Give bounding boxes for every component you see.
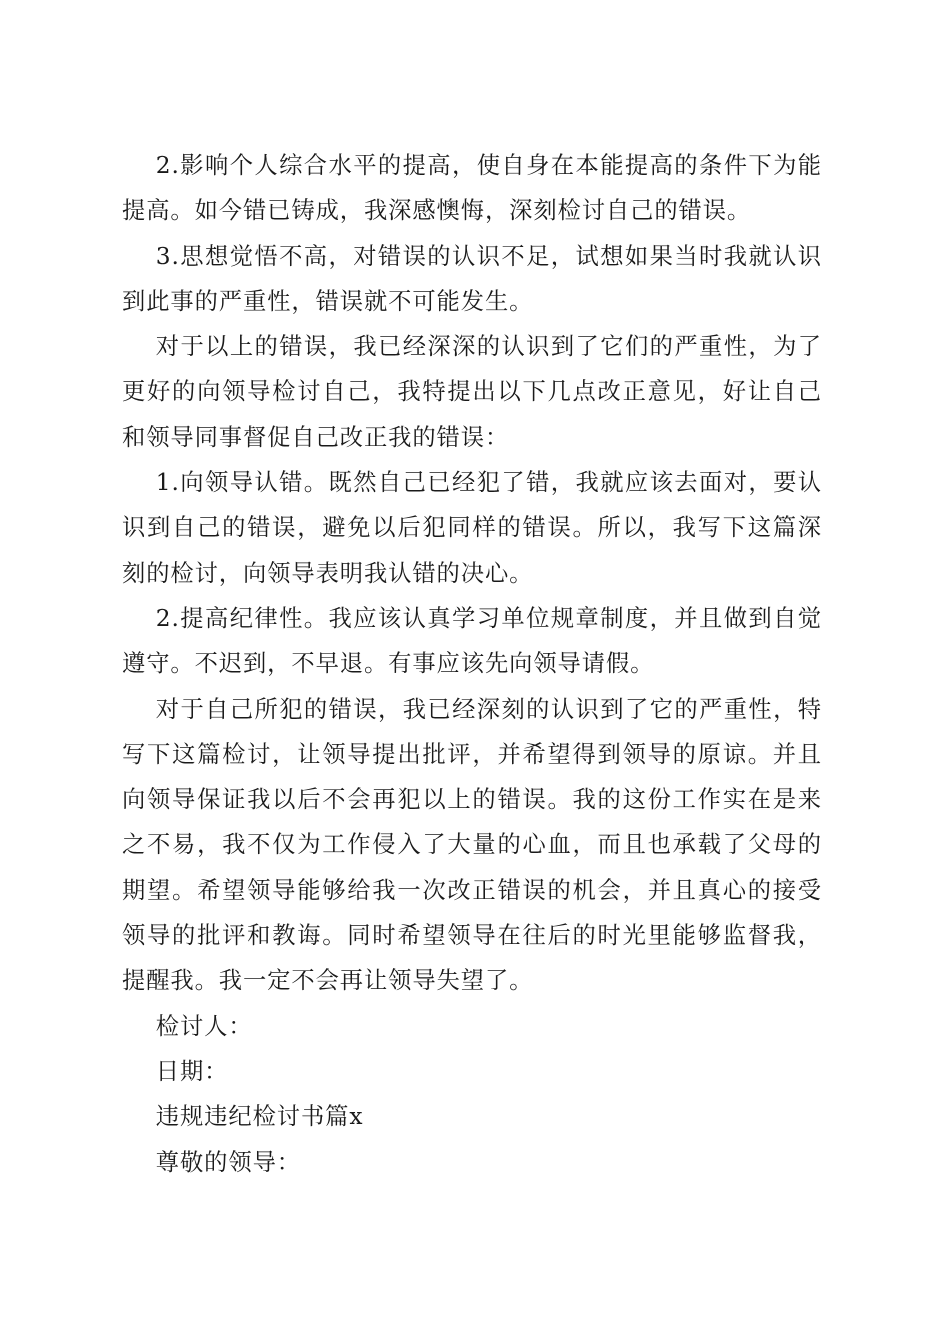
document-page <box>122 143 822 1185</box>
paragraph-point-3-awareness: 3.思想觉悟不高，对错误的认识不足，试想如果当时我就认识到此事的严重性，错误就不可能发生。 <box>122 242 822 315</box>
date-label: 日期： <box>155 1057 229 1085</box>
signer-label: 检讨人： <box>155 1012 253 1040</box>
salutation: 尊敬的领导： <box>155 1148 301 1176</box>
next-section-title: 违规违纪检讨书篇x <box>155 1103 364 1131</box>
paragraph-point-2-impact: 2.影响个人综合水平的提高，使自身在本能提高的条件下为能提高。如今错已铸成，我深感懊悔，深刻检讨自己的错误。 <box>122 152 822 225</box>
paragraph-correction-intro: 对于以上的错误，我已经深深的认识到了它们的严重性，为了更好的向领导检讨自己，我特提出以下几点改正意见，好让自己和领导同事督促自己改正我的错误： <box>122 333 822 451</box>
paragraph-correction-2: 2.提高纪律性。我应该认真学习单位规章制度，并且做到自觉遵守。不迟到，不早退。有事应该先向领导请假。 <box>122 604 822 678</box>
paragraph-conclusion: 对于自己所犯的错误，我已经深刻的认识到了它的严重性，特写下这篇检讨，让领导提出批评，并希望得到领导的原谅。并且向领导保证我以后不会再犯以上的错误。我的这份工作实在是来之不易，我不仅为工作侵入了大量的心血，而且也承载了父母的期望。希望领导能够给我一次改正错误的机会，并且真心的接受领导的批评和教诲。同时希望领导在往后的时光里能够监督我，提醒我。我一定不会再让领导失望了。 <box>122 695 822 995</box>
paragraph-correction-1: 1.向领导认错。既然自己已经犯了错，我就应该去面对，要认识到自己的错误，避免以后犯同样的错误。所以，我写下这篇深刻的检讨，向领导表明我认错的决心。 <box>122 469 822 587</box>
